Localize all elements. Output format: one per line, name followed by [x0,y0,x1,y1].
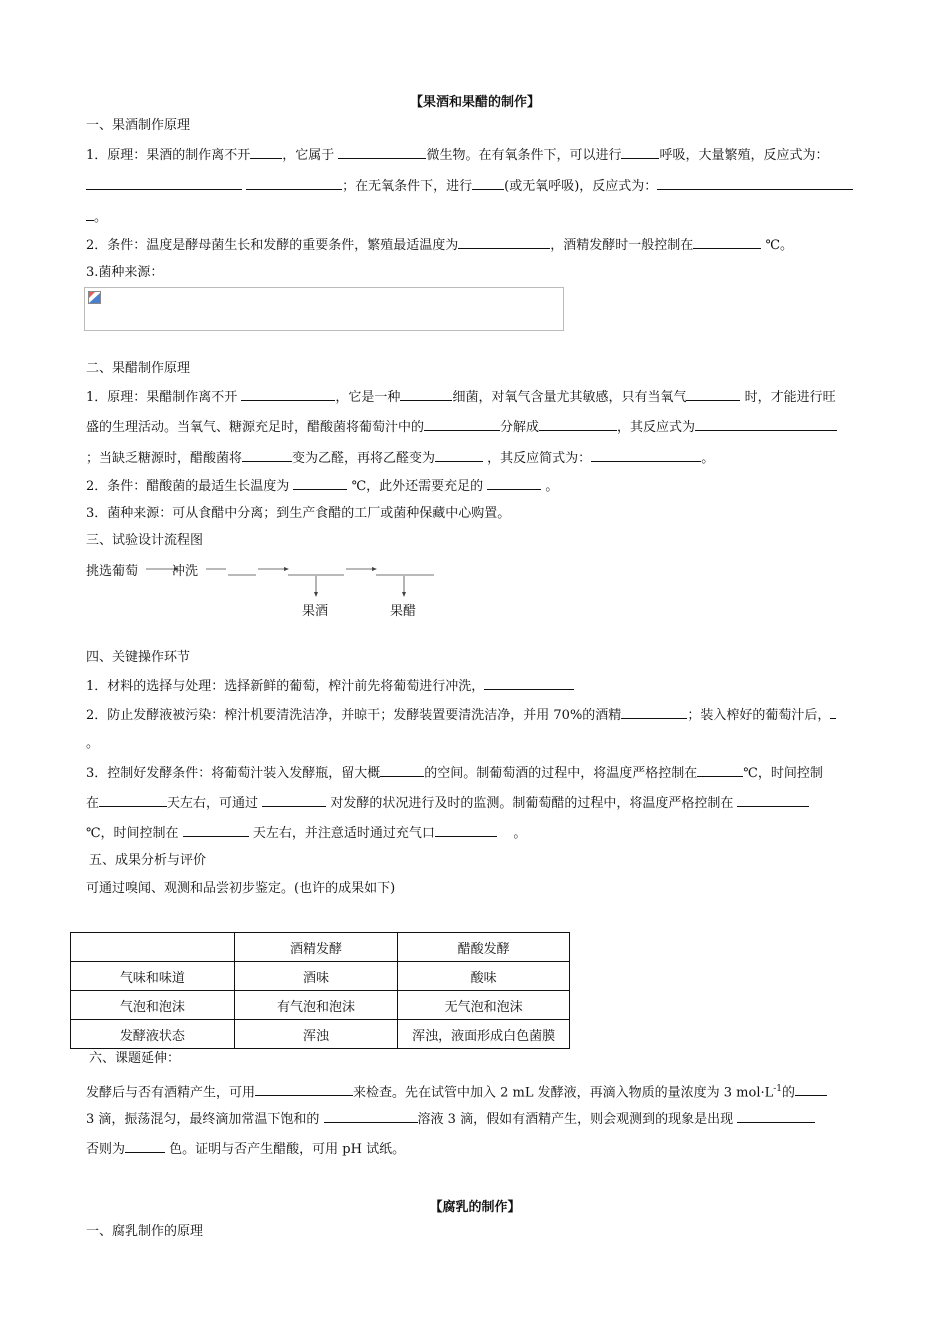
fill-blank [695,418,837,431]
fill-blank [424,418,500,431]
table-cell: 有气泡和泡沫 [234,991,398,1020]
image-placeholder [84,287,564,331]
results-table [70,932,570,1049]
paragraph-wine-reaction-end: 。 [86,208,107,227]
paragraph-vinegar-time: ℃，时间控制在 天左右，并注意适时通过充气口 。 [86,826,527,841]
flow-output-vinegar: 果醋 [390,604,417,619]
paragraph-vinegar-conditions: 2．条件：醋酸菌的最适生长温度为 ℃，此外还需要充足的 。 [86,479,559,494]
fill-blank [487,477,541,490]
fill-blank [183,824,249,837]
fill-blank [400,388,452,401]
paragraph-alcohol-test-cont: 3 滴，振荡混匀，最终滴加常温下饱和的 溶液 3 滴，假如有酒精产生，则会观测到的现象是出现 [86,1110,815,1129]
heading-flowchart: 三、试验设计流程图 [86,533,204,548]
fill-blank [338,146,426,159]
table-header-cell: 醋酸发酵 [398,933,570,962]
table-cell: 浑浊 [234,1020,398,1049]
fill-blank [99,794,167,807]
paragraph-wine-principle: 1．原理：果酒的制作离不开 ，它属于 微生物。在有氧条件下，可以进行 呼吸，大量繁殖，反应式为： [86,148,829,163]
fill-blank [86,177,242,190]
table-cell: 气味和味道 [71,962,235,991]
fill-blank [484,677,574,690]
table-cell: 酸味 [398,962,570,991]
fill-blank [125,1140,165,1153]
paragraph-prevent-contamination-end: 。 [86,736,100,751]
table-row [71,962,570,991]
fill-blank [472,177,504,190]
fill-blank [737,1110,815,1123]
section-title-wine-vinegar: 【果酒和果醋的制作】 [409,95,540,110]
fill-blank [435,449,483,462]
paragraph-alcohol-test-end: 否则为 色。证明与否产生醋酸，可用 pH 试纸。 [86,1142,406,1157]
paragraph-vinegar-sugar: 盛的生理活动。当氧气、糖源充足时，醋酸菌将葡萄汁中的 分解成 ，其反应式为 [86,418,837,437]
fill-blank [657,177,853,190]
heading-extension: 六、课题延伸： [89,1051,181,1066]
fill-blank [255,1083,353,1096]
fill-blank [458,236,550,249]
fill-blank [293,477,347,490]
fill-blank [242,449,292,462]
fill-blank [591,449,701,462]
paragraph-fermentation-control: 3．控制好发酵条件：将葡萄汁装入发酵瓶，留大概 的空间。制葡萄酒的过程中，将温度严格控制在 ℃，时间控制 [86,766,823,781]
paragraph-fermentation-time: 在 天左右，可通过 对发酵的状况进行及时的监测。制葡萄醋的过程中，将温度严格控制在 [86,794,809,813]
table-header-cell [71,933,235,962]
fill-blank [830,706,836,719]
table-cell: 发酵液状态 [71,1020,235,1049]
paragraph-wine-reaction: ；在无氧条件下，进行 (或无氧呼吸)，反应式为： [86,177,853,196]
fill-blank [241,388,335,401]
fill-blank [737,794,809,807]
paragraph-results-intro: 可通过嗅闻、观测和品尝初步鉴定。(也许的成果如下) [86,881,396,896]
table-row [71,991,570,1020]
table-cell: 无气泡和泡沫 [398,991,570,1020]
fill-blank [621,146,659,159]
fill-blank [697,764,743,777]
flowchart [86,558,486,628]
heading-vinegar-principle: 二、果醋制作原理 [86,361,191,376]
table-cell: 浑浊，液面形成白色菌膜 [398,1020,570,1049]
table-header-cell: 酒精发酵 [234,933,398,962]
table-header-row [71,933,570,962]
paragraph-vinegar-no-sugar: ；当缺乏糖源时，醋酸菌将 变为乙醛，再将乙醛变为 ，其反应简式为： 。 [86,451,715,466]
paragraph-alcohol-test: 发酵后与否有酒精产生，可用 来检查。先在试管中加入 2 mL 发酵液，再滴入物质的量浓度为 3 $mol\cdot L^{-1}$的 [86,1080,827,1102]
fill-blank [262,794,326,807]
heading-sufu-principle: 一、腐乳制作的原理 [86,1224,204,1239]
flow-step-wash: 冲洗 [172,564,199,579]
heading-key-steps: 四、关键操作环节 [86,650,191,665]
fill-blank [250,146,282,159]
paragraph-prevent-contamination: 2．防止发酵液被污染：榨汁机要清洗洁净，并晾干；发酵装置要清洗洁净，并用 70%的酒精 ；装入榨好的葡萄汁后， [86,706,836,725]
fill-blank [539,418,617,431]
paragraph-vinegar-principle: 1．原理：果醋制作离不开 ，它是一种 细菌，对氧气含量尤其敏感，只有当氧气 时，才能进行旺 [86,390,836,405]
flow-output-wine: 果酒 [302,604,329,619]
fill-blank [86,208,94,221]
paragraph-vinegar-source: 3．菌种来源：可从食醋中分离；到生产食醋的工厂或菌种保藏中心购置。 [86,506,511,521]
broken-image-icon [88,291,101,304]
flowchart-connectors [86,558,486,628]
fill-blank [693,236,761,249]
heading-results: 五、成果分析与评价 [89,853,207,868]
table-row [71,1020,570,1049]
fill-blank [621,706,687,719]
fill-blank [246,177,342,190]
flow-step-select: 挑选葡萄 [86,564,139,579]
fill-blank [435,824,497,837]
paragraph-wine-conditions: 2．条件：温度是酵母菌生长和发酵的重要条件，繁殖最适温度为 ，酒精发酵时一般控制在 ℃。 [86,238,793,253]
fill-blank [324,1110,418,1123]
fill-blank [795,1083,827,1096]
fill-blank [686,388,740,401]
section-title-sufu: 【腐乳的制作】 [429,1200,521,1215]
heading-wine-principle: 一、果酒制作原理 [86,118,191,133]
paragraph-material-selection: 1．材料的选择与处理：选择新鲜的葡萄，榨汁前先将葡萄进行冲洗， [86,677,574,696]
fill-blank [380,764,424,777]
table-cell: 气泡和泡沫 [71,991,235,1020]
paragraph-wine-source: 3.菌种来源： [86,265,164,280]
table-cell: 酒味 [234,962,398,991]
